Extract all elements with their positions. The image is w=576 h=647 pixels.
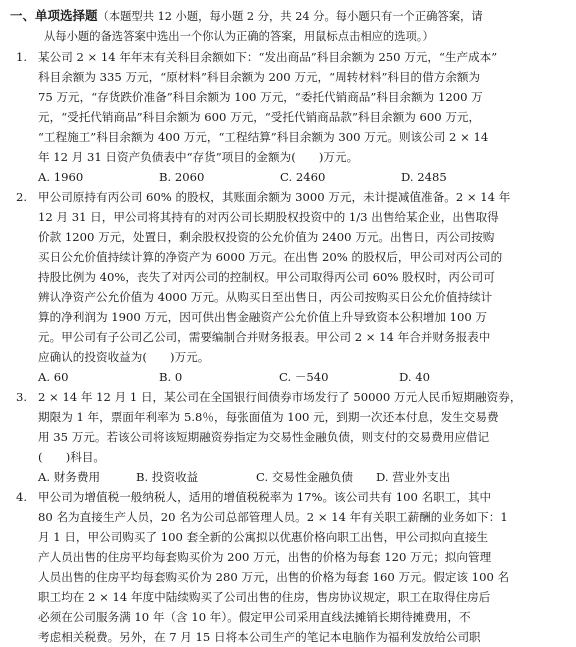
option-b[interactable]: B. 0	[159, 370, 183, 384]
question-text-line: 75 万元，“存货跌价准备”科目余额为 100 万元，“委托代销商品”科目余额为 1200 万	[38, 90, 483, 104]
question-text-line: 职工均在 2 × 14 年度中陆续购买了公司出售的住房，售房协议规定，职工在取得住房后	[38, 590, 491, 604]
question-text-line: 80 名为直接生产人员，20 名为公司总部管理人员。2 × 14 年有关职工薪酬的业务如下：1	[38, 510, 508, 524]
section-instructions: （本题型共 12 小题，每小题 2 分，共 24 分。每小题只有一个正确答案，请	[97, 10, 483, 23]
question-text-line: 持股比例为 40%，丧失了对丙公司的控制权。甲公司取得丙公司 60% 股权时，丙公司可	[38, 270, 495, 284]
question-text-line: 12 月 31 日，甲公司将其持有的对丙公司长期股权投资中的 1/3 出售给某企业，出售取得	[38, 210, 499, 224]
question-text-line: 甲公司原持有丙公司 60% 的股权，其账面余额为 3000 万元，未计提减值准备。2 × 14 年	[38, 190, 511, 204]
question-text-line: 期限为 1 年，票面年利率为 5.8％，每张面值为 100 元，到期一次还本付息，发生交易费	[38, 410, 499, 424]
option-b[interactable]: B. 投资收益	[136, 470, 199, 484]
option-d[interactable]: D. 营业外支出	[376, 470, 451, 484]
question-text-line: 甲公司为增值税一般纳税人，适用的增值税税率为 17%。该公司共有 100 名职工，其中	[38, 490, 492, 504]
question-text-line: 某公司 2 × 14 年年末有关科目余额如下：“发出商品”科目余额为 250 万元，“生产成本”	[38, 50, 498, 64]
option-a[interactable]: A. 财务费用	[38, 470, 101, 484]
option-a[interactable]: A. 60	[38, 370, 69, 384]
option-c[interactable]: C. －540	[279, 370, 329, 384]
question-3	[10, 387, 568, 487]
question-text-line: 元。甲公司有子公司乙公司，需要编制合并财务报表。甲公司 2 × 14 年合并财务报表中	[38, 330, 491, 344]
question-text-line: 应确认的投资收益为( )万元。	[38, 350, 210, 364]
option-c[interactable]: C. 2460	[280, 170, 326, 184]
question-text-line: 元，“受托代销商品”科目余额为 600 万元，“受托代销商品款”科目余额为 600 万元，	[38, 110, 481, 124]
question-text-line: 月 1 日，甲公司购买了 100 套全新的公寓拟以优惠价格向职工出售，甲公司拟向直接生	[38, 530, 489, 544]
option-d[interactable]: D. 40	[399, 370, 431, 384]
question-text-line: 产人员出售的住房平均每套购买价为 200 万元，出售的价格为每套 120 万元；拟向管理	[38, 550, 492, 564]
question-number: 1.	[16, 50, 28, 64]
question-text-line: 人员出售的住房平均每套购买价为 280 万元，出售的价格为每套 160 万元。假定该 100 名	[38, 570, 510, 584]
option-a[interactable]: A. 1960	[38, 170, 84, 184]
question-text-line: 买日公允价值持续计算的净资产为 6000 万元。在出售 20% 的股权后，甲公司对丙公司的	[38, 250, 503, 264]
question-text-line: 2 × 14 年 12 月 1 日，某公司在全国银行间债券市场发行了 50000 万元人民币短期融资券，	[38, 390, 522, 404]
question-4	[10, 487, 568, 647]
question-1	[10, 47, 568, 187]
section-header	[10, 6, 568, 27]
question-text-line: 科目余额为 335 万元，“原材料”科目余额为 200 万元，“周转材料”科目的借方余额为	[38, 70, 481, 84]
answer-options	[10, 467, 568, 487]
answer-options	[10, 167, 568, 187]
question-number: 4.	[16, 490, 28, 504]
answer-options	[10, 367, 568, 387]
question-text-line: 用 35 万元。若该公司将该短期融资券指定为交易性金融负债，则支付的交易费用应借记	[38, 430, 490, 444]
option-c[interactable]: C. 交易性金融负债	[256, 470, 353, 484]
question-number: 2.	[16, 190, 28, 204]
question-text-line: 辨认净资产公允价值为 4000 万元。从购买日至出售日，丙公司按购买日公允价值持续计	[38, 290, 493, 304]
option-d[interactable]: D. 2485	[401, 170, 447, 184]
question-2	[10, 187, 568, 387]
question-text-line: ( )科目。	[38, 450, 106, 464]
question-text-line: 考虑相关税费。另外，在 7 月 15 日将本公司生产的笔记本电脑作为福利发放给公司职	[38, 630, 481, 644]
option-b[interactable]: B. 2060	[159, 170, 205, 184]
section-instructions-continued: 从每小题的备选答案中选出一个你认为正确的答案，用鼠标点击相应的选项。）	[44, 30, 434, 43]
question-text-line: 必须在公司服务满 10 年（含 10 年）。假定甲公司采用直线法摊销长期待摊费用，不	[38, 610, 471, 624]
question-text-line: 价款 1200 万元，处置日，剩余股权投资的公允价值为 2400 万元。出售日，丙公司按购	[38, 230, 495, 244]
question-text-line: 算的净利润为 1900 万元，因可供出售金融资产公允价值上升导致资本公积增加 100 万	[38, 310, 487, 324]
question-text-line: 年 12 月 31 日资产负债表中“存货”项目的金额为( )万元。	[38, 150, 359, 164]
question-number: 3.	[16, 390, 28, 404]
question-text-line: “工程施工”科目余额为 400 万元，“工程结算”科目余额为 300 万元。则该公司 2 × 14	[38, 130, 489, 144]
section-title: 一、单项选择题	[10, 8, 98, 23]
